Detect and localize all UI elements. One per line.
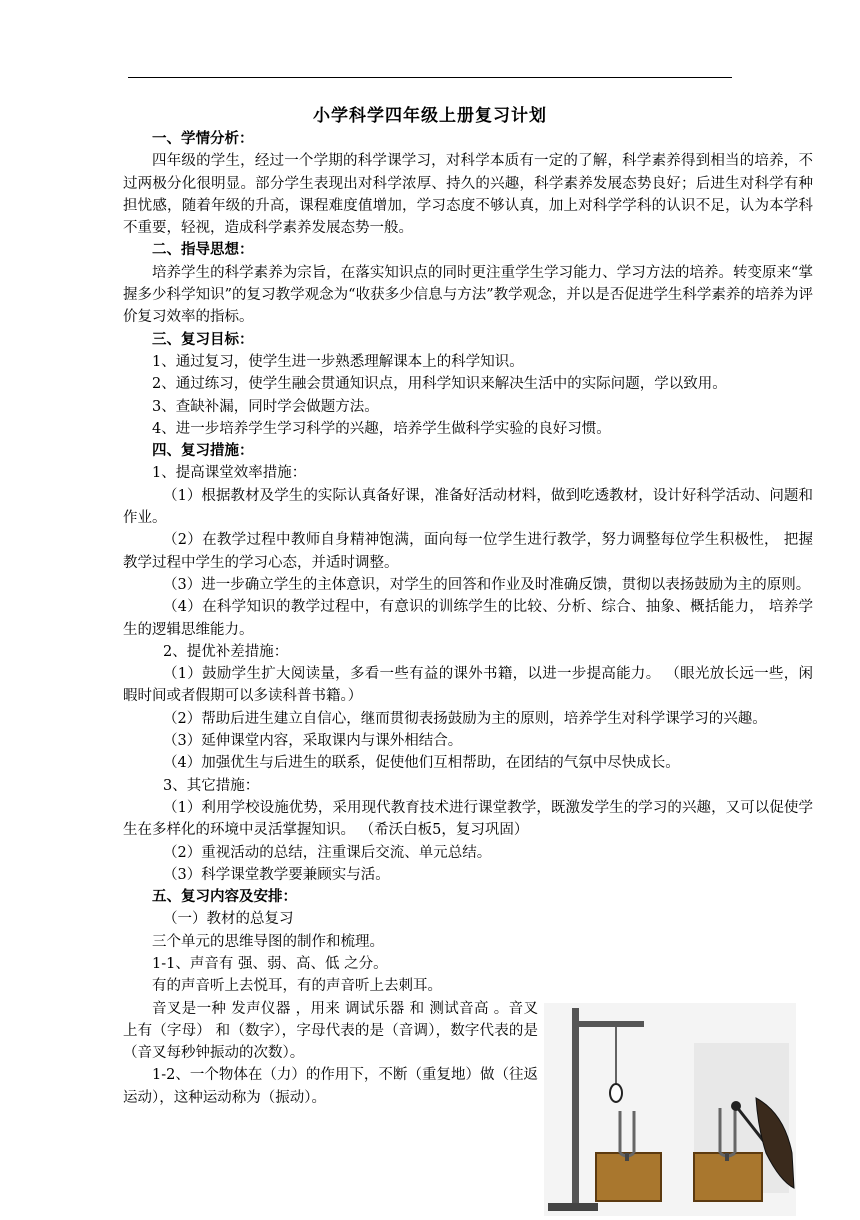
list-item: （3）进一步确立学生的主体意识，对学生的回答和作业及时准确反馈，贯彻以表扬鼓励为主的原则。 — [163, 576, 811, 593]
list-item: （3）延伸课堂内容，采取课内与课外相结合。 — [163, 733, 463, 750]
list-item: （4）加强优生与后进生的联系，促使他们互相帮助，在团结的气氛中尽快成长。 — [163, 755, 680, 772]
header-rule — [128, 77, 732, 78]
paragraph: 有的声音听上去悦耳，有的声音听上去刺耳。 — [152, 978, 442, 995]
subheading: 2、提优补差措施： — [163, 643, 289, 660]
document-body — [123, 128, 813, 1109]
section-heading: 一、学情分析： — [152, 130, 254, 147]
list-item: （1）鼓励学生扩大阅读量，多看一些有益的课外书籍，以进一步提高能力。 （眼光放长远一些，闲暇时间或者假期可以多读科普书籍。） — [123, 666, 813, 705]
list-item: 1、通过复习，使学生进一步熟悉理解课本上的科学知识。 — [152, 353, 524, 370]
list-item: （1）利用学校设施优势，采用现代教育技术进行课堂教学，既激发学生的学习的兴趣，又可以促使学生在多样化的环境中灵活掌握知识。 （希沃白板5，复习巩固） — [123, 799, 813, 839]
section-heading: 二、指导思想： — [152, 241, 254, 259]
list-item: 3、查缺补漏，同时学会做题方法。 — [152, 398, 379, 415]
list-item: （4）在科学知识的教学过程中，有意识的训练学生的比较、分析、综合、抽象、概括能力， 培养学生的逻辑思维能力。 — [123, 599, 813, 638]
section-heading: 三、复习目标： — [152, 330, 254, 348]
list-item: （1）根据教材及学生的实际认真备好课，准备好活动材料，做到吃透教材，设计好科学活动、问题和作业。 — [123, 487, 813, 527]
list-item: 4、进一步培养学生学习科学的兴趣，培养学生做科学实验的良好习惯。 — [152, 420, 611, 437]
list-item: （2）重视活动的总结，注重课后交流、单元总结。 — [163, 844, 492, 861]
paragraph: 音叉是一种 发声仪器 ，用来 调试乐器 和 测试音高 。音叉上有（字母） 和（数字），字母代表的是（音调），数字代表的是（音叉每秒钟振动的次数）。 — [123, 1000, 538, 1062]
paragraph: 1-2、一个物体在（力）的作用下，不断（重复地）做（往返运动），这种运动称为（振动）。 — [123, 1067, 538, 1106]
tuning-fork-experiment-photo — [544, 1003, 796, 1216]
list-item: （2）帮助后进生建立自信心，继而贯彻表扬鼓励为主的原则，培养学生对科学课学习的兴趣。 — [163, 710, 767, 727]
list-item: （2）在教学过程中教师自身精神饱满，面向每一位学生进行教学，努力调整每位学生积极性， 把握教学过程中学生的学习心态，并适时调整。 — [123, 532, 813, 571]
paragraph: 四年级的学生，经过一个学期的科学课学习，对科学本质有一定的了解，科学素养得到相当的培养，不过两极分化很明显。部分学生表现出对科学浓厚、持久的兴趣，科学素养发展态势良好；后进生对科学有种担忧感，随着年级的升高，课程难度值增加，学习态度不够认真，加上对科学学科的认识不足，认为本学科不重要，轻视，造成科学素养发展态势一般。 — [123, 153, 813, 237]
list-item: 2、通过练习，使学生融会贯通知识点，用科学知识来解决生活中的实际问题，学以致用。 — [152, 376, 727, 393]
paragraph: 1-1、声音有 强、弱、高、低 之分。 — [152, 955, 388, 972]
paragraph: 培养学生的科学素养为宗旨，在落实知识点的同时更注重学生学习能力、学习方法的培养。转变原来“掌握多少科学知识”的复习教学观念为“收获多少信息与方法”教学观念，并以是否促进学生科学素养的培养为评价复习效率的指标。 — [123, 264, 813, 326]
section-heading: 五、复习内容及安排： — [152, 888, 297, 906]
list-item: （3）科学课堂教学要兼顾实与活。 — [163, 866, 390, 883]
page-title: 小学科学四年级上册复习计划 — [313, 106, 547, 126]
subheading: （一）教材的总复习 — [163, 911, 294, 928]
section-heading: 四、复习措施： — [152, 442, 254, 460]
subheading: 3、其它措施： — [163, 777, 260, 794]
paragraph: 三个单元的思维导图的制作和梳理。 — [152, 933, 384, 950]
subheading: 1、提高课堂效率措施： — [152, 465, 307, 482]
